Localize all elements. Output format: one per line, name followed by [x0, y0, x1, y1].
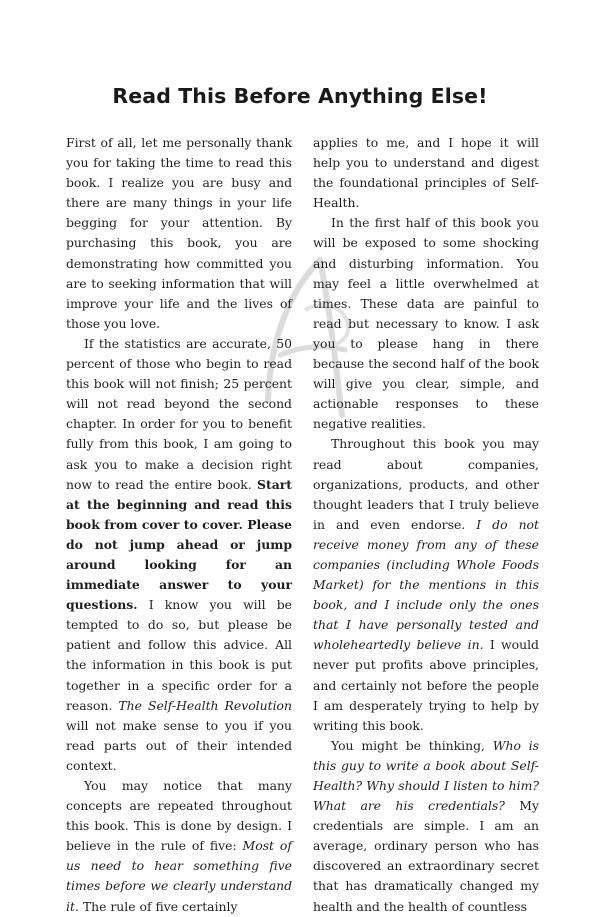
paragraph [313, 434, 539, 735]
paragraph-text: I would never put profits above principles, and certainly not before the people I am desperately trying to help by writing this book. [313, 637, 539, 733]
paragraph-text: will not make sense to you if you read parts out of their intended context. [66, 717, 292, 773]
italic-emphasis: Most of us need to hear something five times before we clearly understand it. [66, 838, 292, 914]
paragraph [66, 776, 292, 917]
paragraph [313, 736, 539, 917]
italic-emphasis: I do not receive money from any of these companies (including Whole Foods Market) for the mentions in this book, and I include only the ones that I have personally tested and wholeheartedly believe in. [313, 516, 539, 653]
paragraph-text: You may notice that many concepts are repeated throughout this book. This is done by design. I believe in the rule of five: [66, 778, 292, 854]
paragraph-text: I know you will be tempted to do so, but please be patient and follow this advice. All the information in this book is put together in a specific order for a reason. [66, 597, 292, 713]
left-text-column [66, 133, 292, 917]
paragraph [66, 334, 292, 776]
bold-emphasis: Start at the beginning and read this book from cover to cover. Please do not jump ahead or jump around looking for an immediate answer to your questions. [66, 476, 292, 613]
paragraph-text: The rule of five certainly [78, 898, 238, 914]
paragraph-text: If the statistics are accurate, 50 percent of those who begin to read this book will not finish; 25 percent will not read beyond the second chapter. In order for you to benefit fully from this book, I am going to ask you to make a decision right now to read the entire book. [66, 335, 292, 492]
right-text-column [313, 133, 539, 917]
paragraph-text: In the first half of this book you will be exposed to some shocking and disturbing information. You may feel a little overwhelmed at times. These data are painful to read but necessary to know. I ask you to please hang in there because the second half of the book will give you clear, simple, and actionable responses to these negative realities. [313, 215, 539, 432]
italic-emphasis: Who is this guy to write a book about Self-Health? Why should I listen to him? What are his credentials? [313, 737, 540, 814]
paragraph-text: You might be thinking, [331, 737, 493, 753]
paragraph-text: Throughout this book you may read about companies, organizations, products, and other thought leaders that I truly believe in and even endorse. [313, 436, 539, 532]
book-title-italic: The Self-Health Revolution [118, 697, 292, 713]
paragraph-text: First of all, let me personally thank you for taking the time to read this book. I realize you are busy and there are many things in your life begging for your attention. By purchasing this book, you are demonstrating how committed you are to seeking information that will improve your life and the lives of those you love. [66, 135, 292, 331]
paragraph-text: My credentials are simple. I am an average, ordinary person who has discovered an extraordinary secret that has dramatically changed my health and the health of countless [313, 798, 539, 914]
paragraph [66, 133, 292, 334]
paragraph [313, 213, 539, 434]
paragraph [313, 133, 539, 213]
paragraph-text: applies to me, and I hope it will help you to understand and digest the foundational principles of Self-Health. [313, 135, 539, 211]
page-title: Read This Before Anything Else! [112, 84, 488, 108]
